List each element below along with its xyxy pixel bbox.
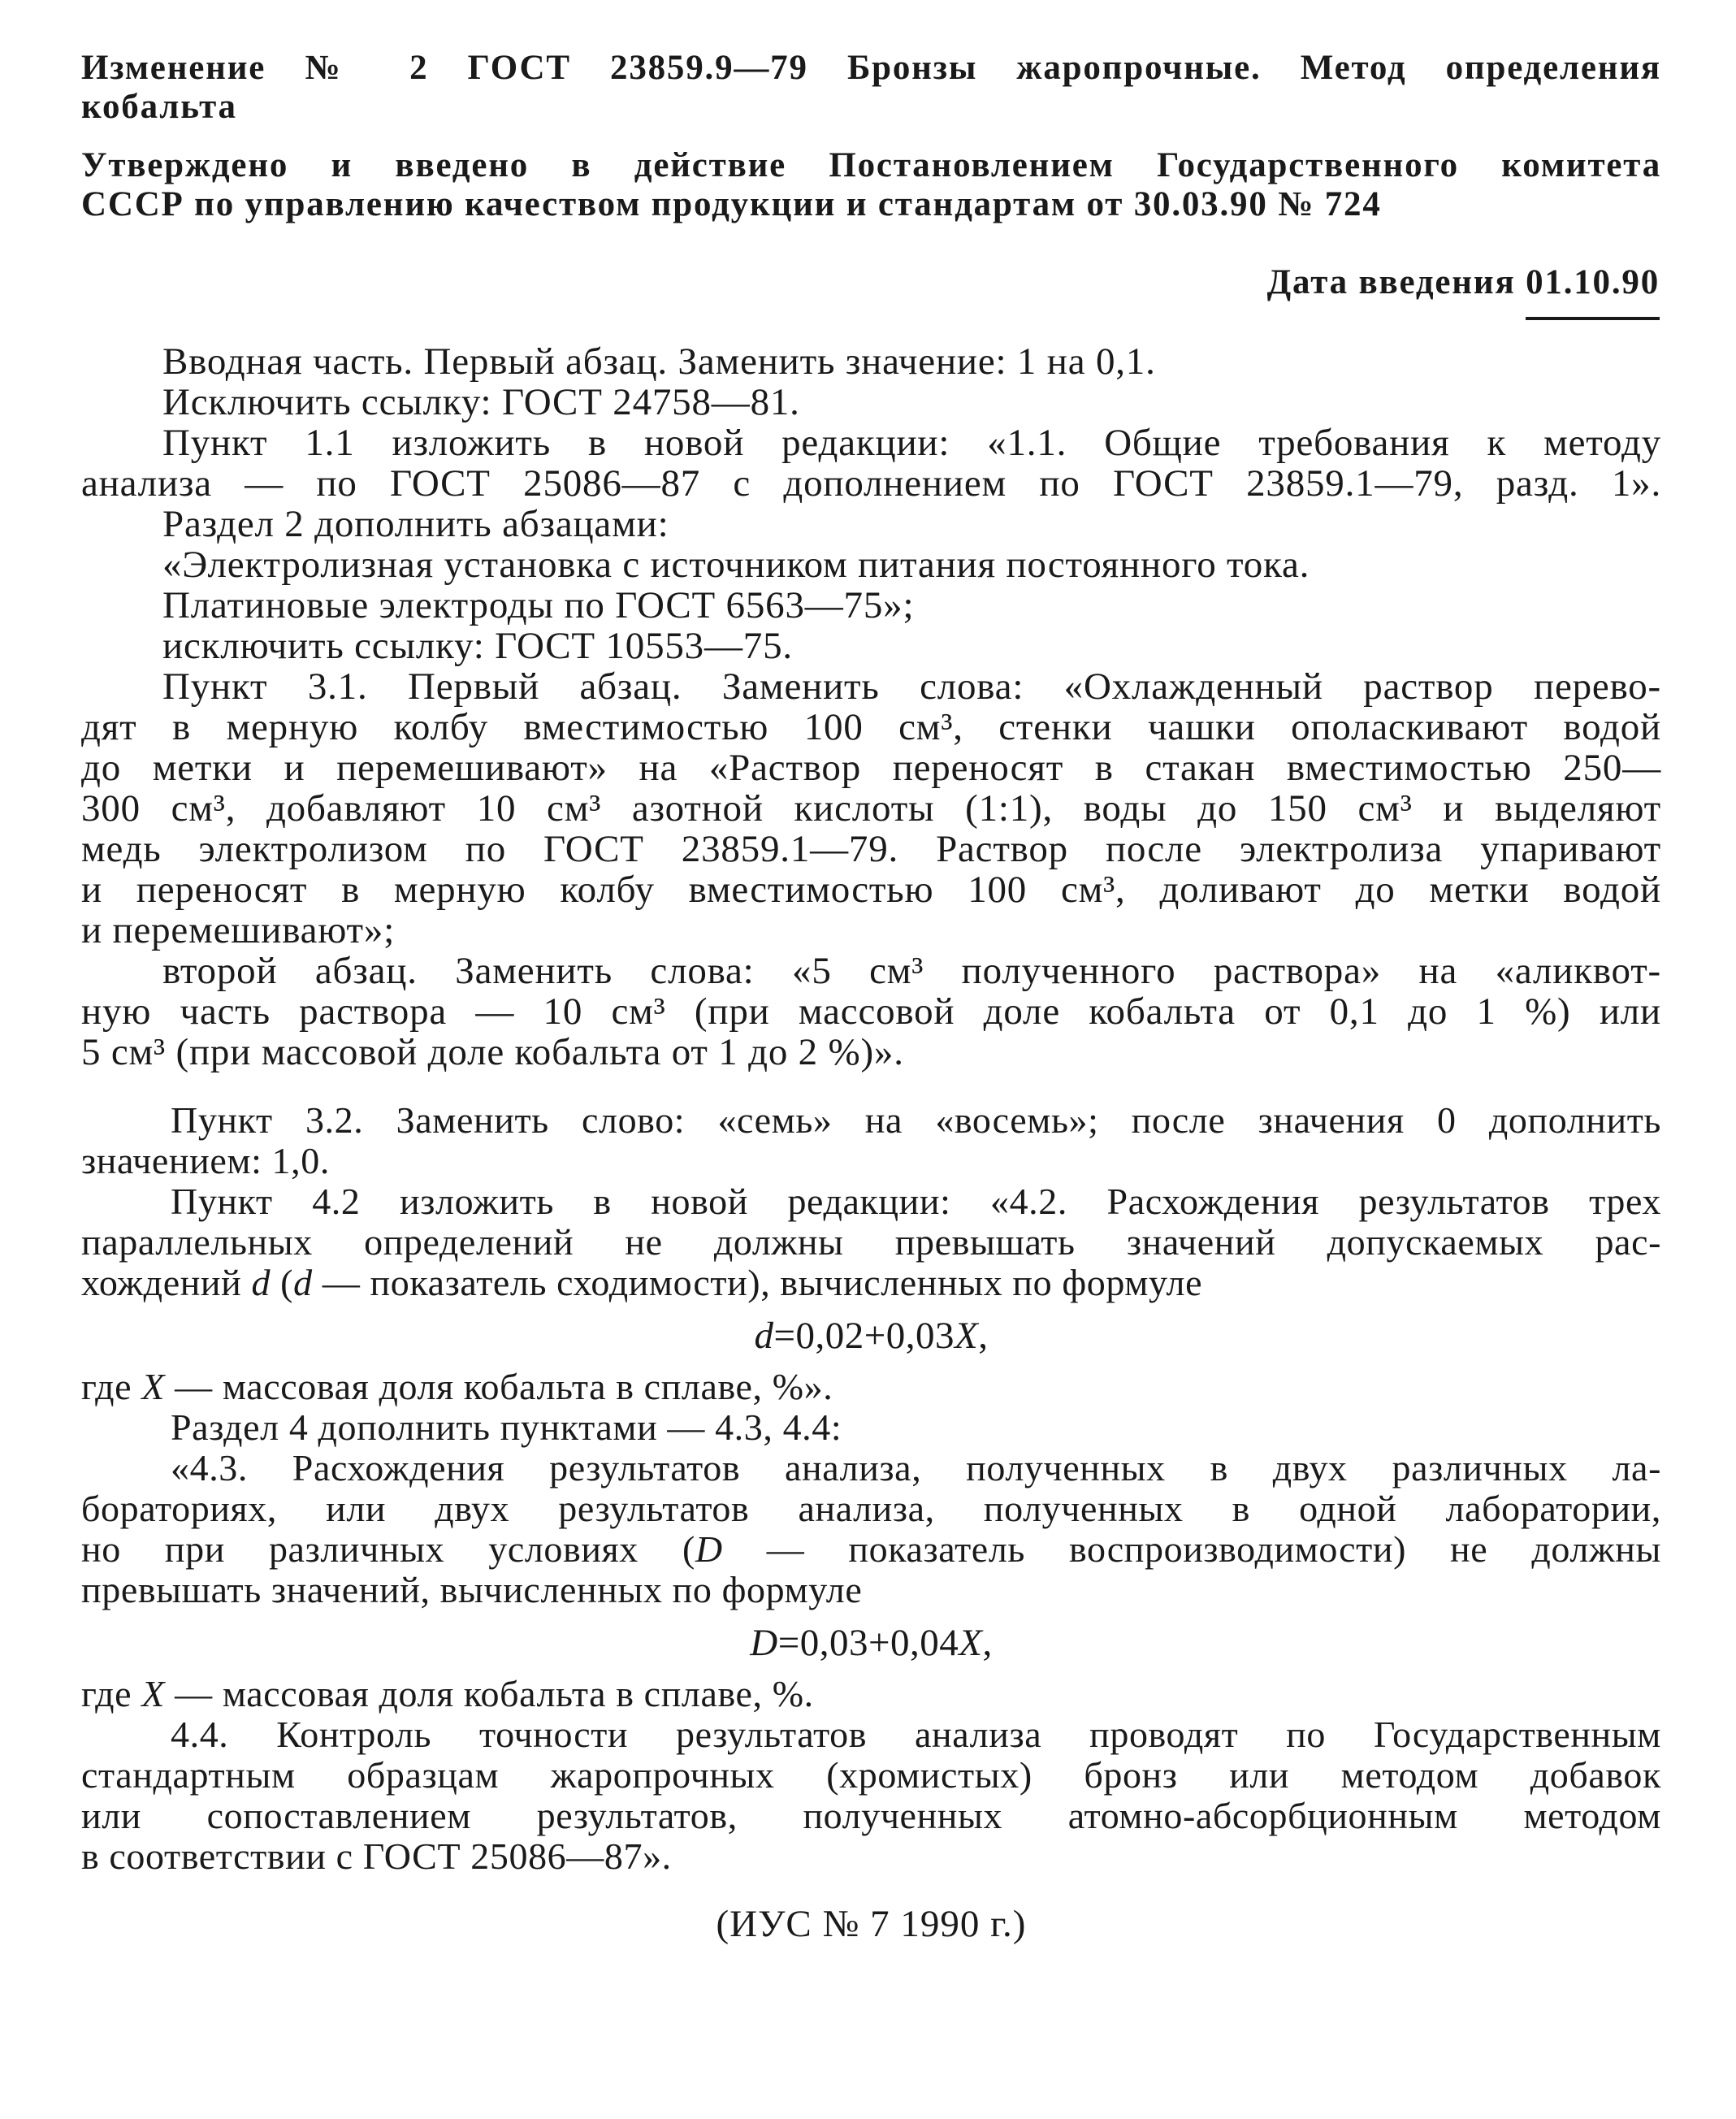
text-span: — показатель сходимости), вычисленных по формуле xyxy=(312,1262,1203,1303)
paragraph-4-2-line-3 xyxy=(81,1263,1661,1303)
where-line-1 xyxy=(81,1367,1661,1407)
paragraph-3-1-line-2: дят в мерную колбу вместимостью 100 см³, стенки чашки ополаскивают водой xyxy=(81,706,1661,748)
paragraph-4-4-line-1: 4.4. Контроль точности результатов анализа проводят по Государственным xyxy=(171,1714,1661,1755)
symbol-x: X xyxy=(141,1366,166,1407)
paragraph-electrolysis: «Электролизная установка с источником питания постоянного тока. xyxy=(162,544,1310,586)
where-line-2 xyxy=(81,1674,1661,1714)
formula-expression: =0,03+0,04 xyxy=(777,1622,959,1664)
paragraph-second-line-1: второй абзац. Заменить слова: «5 см³ полученного раствора» на «аликвот- xyxy=(162,950,1661,992)
paragraph-section-2: Раздел 2 дополнить абзацами: xyxy=(162,503,669,545)
text-span: — массовая доля кобальта в сплаве, %». xyxy=(165,1366,833,1407)
paragraph-second-line-3: 5 см³ (при массовой доле кобальта от 1 до 2 %)». xyxy=(81,1031,904,1073)
effective-date-label: Дата введения xyxy=(1266,263,1516,301)
paragraph-intro: Вводная часть. Первый абзац. Заменить значение: 1 на 0,1. xyxy=(162,340,1156,383)
paragraph-3-1-line-7: и перемешивают»; xyxy=(81,909,396,951)
title-line-2: кобальта xyxy=(81,88,237,126)
amendments-part-2 xyxy=(81,1100,1661,1877)
text-span: хождений xyxy=(81,1262,252,1303)
formula-x: X xyxy=(955,1315,979,1357)
text-span: — массовая доля кобальта в сплаве, %. xyxy=(165,1673,814,1714)
effective-date-value xyxy=(1526,263,1660,302)
paragraph-4-3-line-3 xyxy=(81,1529,1661,1570)
paragraph-3-1-line-1: Пункт 3.1. Первый абзац. Заменить слова: «Охлажденный раствор перево- xyxy=(162,665,1661,708)
symbol-d: d xyxy=(293,1262,313,1303)
paragraph-section-4: Раздел 4 дополнить пунктами — 4.3, 4.4: xyxy=(171,1406,842,1448)
paragraph-3-2-line-1: Пункт 3.2. Заменить слово: «семь» на «восемь»; после значения 0 дополнить xyxy=(171,1099,1661,1141)
paragraph-exclude-ref-2: исключить ссылку: ГОСТ 10553—75. xyxy=(162,625,793,667)
text-span: — показатель воспроизводимости) не должны xyxy=(722,1528,1661,1570)
paragraph-3-1-line-3: до метки и перемешивают» на «Раствор переносят в стакан вместимостью 250— xyxy=(81,747,1661,789)
formula-repeatability xyxy=(81,1313,1661,1358)
formula-end: , xyxy=(978,1315,989,1357)
paragraph-4-4-line-2: стандартным образцам жаропрочных (хромистых) бронз или методом добавок xyxy=(81,1754,1661,1796)
paragraph-3-1-line-4: 300 см³, добавляют 10 см³ азотной кислоты (1:1), воды до 150 см³ и выделяют xyxy=(81,787,1661,830)
formula-x: X xyxy=(959,1622,983,1664)
paragraph-3-1-line-5: медь электролизом по ГОСТ 23859.1—79. Раствор после электролиза упаривают xyxy=(81,828,1661,870)
paragraph-1-1-line-1: Пункт 1.1 изложить в новой редакции: «1.1. Общие требования к методу xyxy=(162,422,1661,464)
symbol-d: d xyxy=(251,1262,271,1303)
effective-date xyxy=(81,263,1661,302)
paragraph-3-1-line-6: и переносят в мерную колбу вместимостью 100 см³, доливают до метки водой xyxy=(81,869,1661,911)
paragraph-4-3-line-2: бораториях, или двух результатов анализа, полученных в одной лаборатории, xyxy=(81,1488,1661,1529)
paragraph-4-2-line-1: Пункт 4.2 изложить в новой редакции: «4.2. Расхождения результатов трех xyxy=(171,1181,1661,1222)
symbol-D: D xyxy=(695,1528,723,1570)
title-line-1: Изменение № 2 ГОСТ 23859.9—79 Бронзы жаропрочные. Метод определения xyxy=(81,49,1661,87)
formula-variable: d xyxy=(754,1315,774,1357)
paragraph-3-2-line-2: значением: 1,0. xyxy=(81,1140,330,1181)
approval-line-1: Утверждено и введено в действие Постановлением Государственного комитета xyxy=(81,146,1661,184)
formula-variable: D xyxy=(750,1622,778,1664)
change-title xyxy=(81,49,1661,127)
paragraph-4-3-line-4: превышать значений, вычисленных по формуле xyxy=(81,1569,863,1610)
ius-reference: (ИУС № 7 1990 г.) xyxy=(716,1903,1027,1945)
effective-date-text: 01.10.90 xyxy=(1526,263,1660,301)
paragraph-second-line-2: ную часть раствора — 10 см³ (при массовой доле кобальта от 0,1 до 1 %) или xyxy=(81,990,1661,1033)
document-page xyxy=(81,49,1661,1947)
approval-statement xyxy=(81,146,1661,224)
formula-end: , xyxy=(982,1622,993,1664)
text-span: где xyxy=(81,1366,142,1407)
text-span: но при различных условиях ( xyxy=(81,1528,695,1570)
amendments-part-1 xyxy=(81,341,1661,1072)
formula-reproducibility xyxy=(81,1620,1661,1666)
paragraph-electrodes: Платиновые электроды по ГОСТ 6563—75»; xyxy=(162,584,915,626)
paragraph-1-1-line-2: анализа — по ГОСТ 25086—87 с дополнением по ГОСТ 23859.1—79, разд. 1». xyxy=(81,462,1661,505)
paragraph-4-4-line-4: в соответствии с ГОСТ 25086—87». xyxy=(81,1835,672,1877)
text-span: ( xyxy=(271,1262,294,1303)
date-underline xyxy=(1526,317,1660,320)
text-span: где xyxy=(81,1673,142,1714)
paragraph-4-2-line-2: параллельных определений не должны превышать значений допускаемых рас- xyxy=(81,1221,1661,1263)
paragraph-4-3-line-1: «4.3. Расхождения результатов анализа, полученных в двух различных ла- xyxy=(171,1447,1661,1488)
approval-line-2: СССР по управлению качеством продукции и стандартам от 30.03.90 № 724 xyxy=(81,185,1382,223)
paragraph-exclude-ref: Исключить ссылку: ГОСТ 24758—81. xyxy=(162,381,800,423)
formula-expression: =0,02+0,03 xyxy=(773,1315,955,1357)
symbol-x: X xyxy=(141,1673,166,1714)
paragraph-4-4-line-3: или сопоставлением результатов, полученных атомно-абсорбционным методом xyxy=(81,1795,1661,1836)
